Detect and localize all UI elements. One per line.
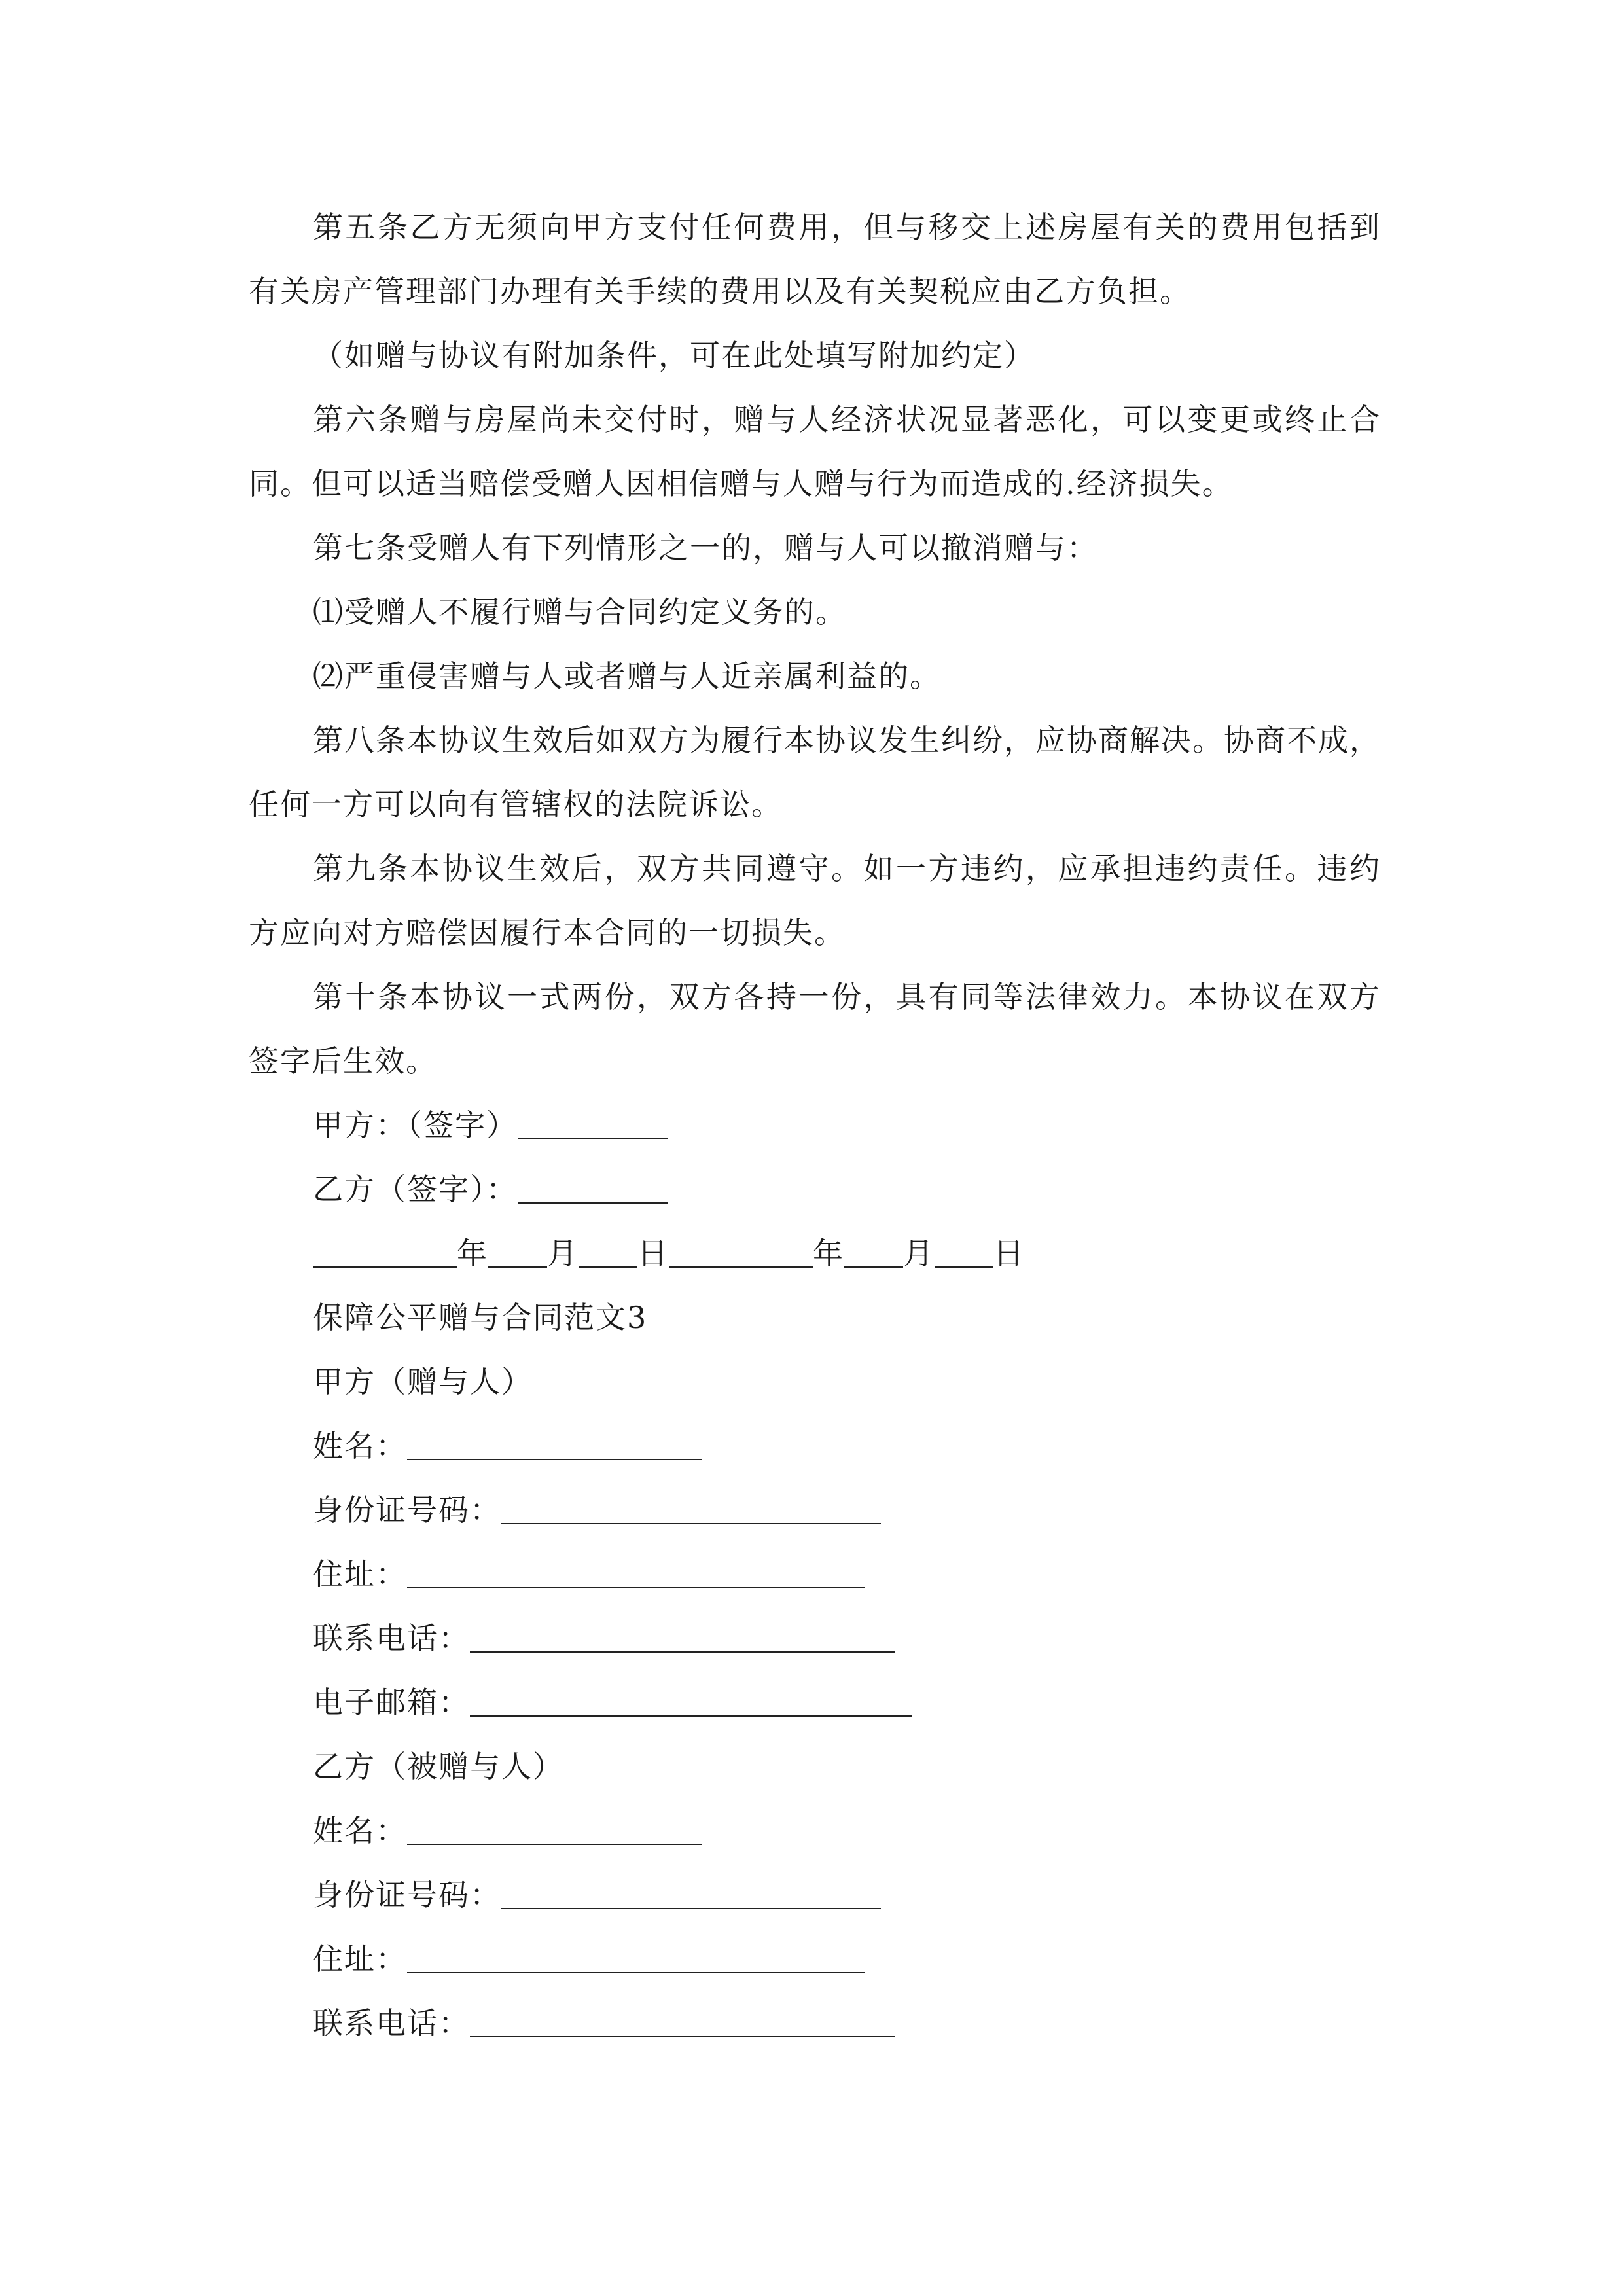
donor-phone-row xyxy=(313,1606,1381,1670)
donee-address-blank[interactable] xyxy=(407,1933,865,1973)
date-a-month-blank[interactable] xyxy=(488,1227,547,1268)
article-5-line-1: 第五条乙方无须向甲方支付任何费用，但与移交上述房屋有关的费用包括到 xyxy=(313,209,1381,245)
date-b-day-label: 日 xyxy=(993,1236,1025,1271)
article-9-line-2: 方应向对方赔偿因履行本合同的一切损失。 xyxy=(249,915,846,950)
donor-name-label: 姓名： xyxy=(313,1428,407,1463)
party-a-signature-label: 甲方：（签字） xyxy=(313,1107,518,1143)
date-a-year-label: 年 xyxy=(457,1236,488,1271)
donor-email-blank[interactable] xyxy=(470,1676,912,1717)
donor-heading: 甲方（赠与人） xyxy=(313,1364,533,1399)
donee-name-label: 姓名： xyxy=(313,1813,407,1848)
donor-id-blank[interactable] xyxy=(501,1484,881,1524)
article-7-item-1: ⑴受赠人不履行赠与合同约定义务的。 xyxy=(313,594,847,630)
article-10-line-1: 第十条本协议一式两份，双方各持一份，具有同等法律效力。本协议在双方 xyxy=(313,979,1381,1014)
contract-3-title: 保障公平赠与合同范文3 xyxy=(313,1300,648,1335)
date-a-day-blank[interactable] xyxy=(579,1227,637,1268)
date-a-month-label: 月 xyxy=(547,1236,579,1271)
party-a-signature-line xyxy=(313,1093,1381,1157)
donee-name-row xyxy=(313,1799,1381,1863)
article-8-line-1: 第八条本协议生效后如双方为履行本协议发生纠纷，应协商解决。协商不成， xyxy=(313,723,1381,758)
date-b-month-blank[interactable] xyxy=(844,1227,903,1268)
donor-address-label: 住址： xyxy=(313,1556,407,1592)
article-6-line-1: 第六条赠与房屋尚未交付时，赠与人经济状况显著恶化，可以变更或终止合 xyxy=(313,402,1381,437)
donee-phone-row xyxy=(313,1991,1381,2055)
article-9-line-1: 第九条本协议生效后，双方共同遵守。如一方违约，应承担违约责任。违约 xyxy=(313,851,1381,886)
donee-address-label: 住址： xyxy=(313,1941,407,1977)
donor-address-row xyxy=(313,1542,1381,1606)
donee-phone-label: 联系电话： xyxy=(313,2005,470,2041)
donee-id-blank[interactable] xyxy=(501,1869,881,1909)
donor-id-label: 身份证号码： xyxy=(313,1492,501,1528)
donee-address-row xyxy=(313,1927,1381,1991)
donor-name-blank[interactable] xyxy=(407,1420,702,1460)
donor-phone-label: 联系电话： xyxy=(313,1621,470,1656)
party-b-signature-line xyxy=(313,1157,1381,1221)
donee-name-blank[interactable] xyxy=(407,1804,702,1845)
date-b-year-blank[interactable] xyxy=(669,1227,813,1268)
donor-name-row xyxy=(313,1414,1381,1478)
party-b-signature-blank[interactable] xyxy=(518,1163,668,1204)
article-7-item-2: ⑵严重侵害赠与人或者赠与人近亲属利益的。 xyxy=(313,658,941,694)
date-b-day-blank[interactable] xyxy=(935,1227,993,1268)
article-6-line-2: 同。但可以适当赔偿受赠人因相信赠与人赠与行为而造成的.经济损失。 xyxy=(249,466,1234,501)
donee-phone-blank[interactable] xyxy=(470,1997,895,2037)
donor-address-blank[interactable] xyxy=(407,1548,865,1588)
donor-email-row xyxy=(313,1670,1381,1734)
article-7: 第七条受赠人有下列情形之一的，赠与人可以撤消赠与： xyxy=(313,530,1098,565)
party-a-signature-blank[interactable] xyxy=(518,1099,668,1139)
donee-id-row xyxy=(313,1863,1381,1927)
article-5-line-2: 有关房产管理部门办理有关手续的费用以及有关契税应由乙方负担。 xyxy=(249,274,1191,309)
date-b-year-label: 年 xyxy=(813,1236,844,1271)
donee-heading: 乙方（被赠与人） xyxy=(313,1749,564,1784)
donee-id-label: 身份证号码： xyxy=(313,1877,501,1912)
date-a-year-blank[interactable] xyxy=(313,1227,457,1268)
party-b-signature-label: 乙方（签字）： xyxy=(313,1172,518,1207)
donor-email-label: 电子邮箱： xyxy=(313,1685,470,1720)
signature-dates-line xyxy=(313,1221,1381,1285)
additional-terms-note: （如赠与协议有附加条件，可在此处填写附加约定） xyxy=(313,338,1035,373)
article-10-line-2: 签字后生效。 xyxy=(249,1043,437,1079)
date-b-month-label: 月 xyxy=(903,1236,935,1271)
donor-phone-blank[interactable] xyxy=(470,1612,895,1653)
article-8-line-2: 任何一方可以向有管辖权的法院诉讼。 xyxy=(249,787,783,822)
date-a-day-label: 日 xyxy=(637,1236,669,1271)
donor-id-row xyxy=(313,1478,1381,1542)
